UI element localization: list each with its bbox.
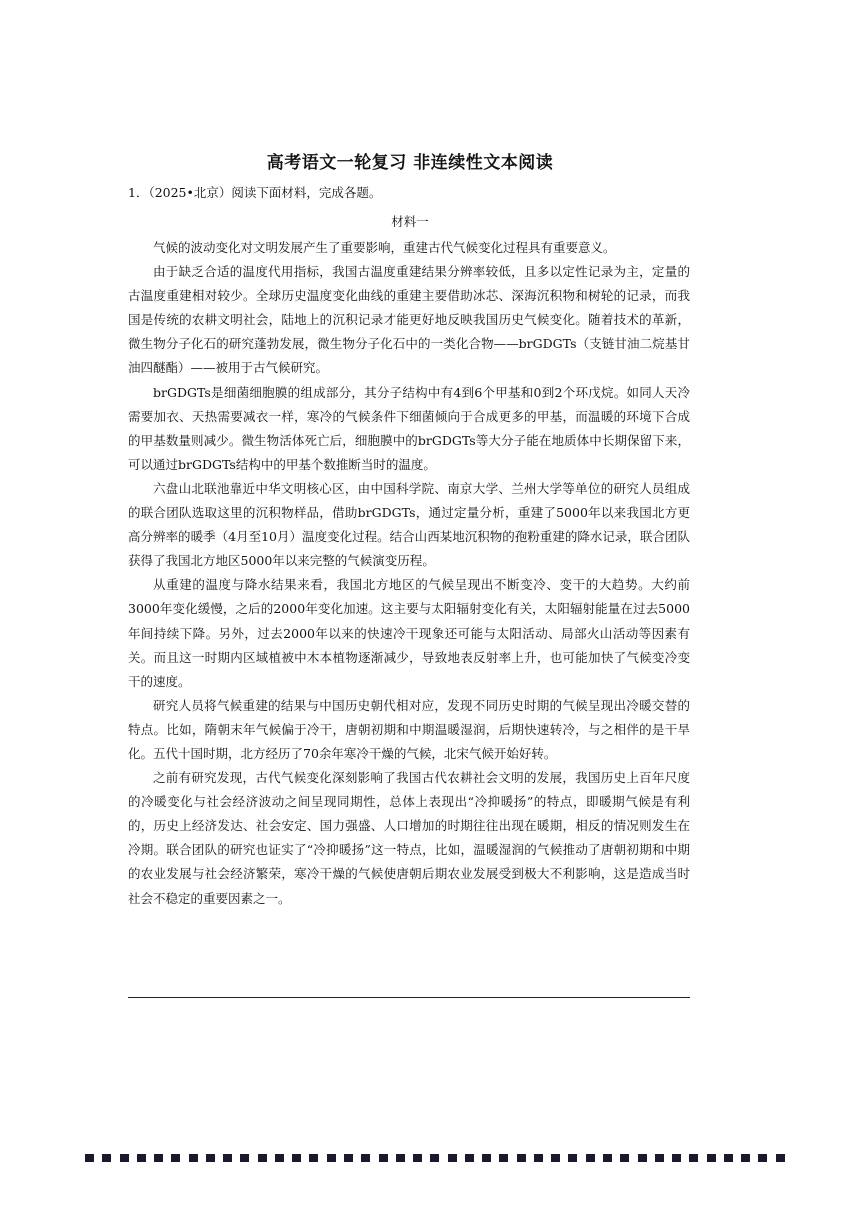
footer-square-icon	[240, 1154, 249, 1162]
footer-square-icon	[379, 1154, 388, 1162]
footer-square-icon	[102, 1154, 111, 1162]
footer-decoration	[85, 1154, 785, 1164]
footer-square-icon	[344, 1154, 353, 1162]
footer-square-icon	[396, 1154, 405, 1162]
footer-square-icon	[448, 1154, 457, 1162]
footer-square-icon	[120, 1154, 129, 1162]
footer-square-icon	[361, 1154, 370, 1162]
footer-square-icon	[413, 1154, 422, 1162]
footer-square-icon	[154, 1154, 163, 1162]
footer-square-icon	[517, 1154, 526, 1162]
footer-square-icon	[85, 1154, 94, 1162]
question-intro: 1．（2025•北京）阅读下面材料，完成各题。	[128, 185, 382, 200]
footer-square-icon	[309, 1154, 318, 1162]
footer-square-icon	[223, 1154, 232, 1162]
paragraph: 由于缺乏合适的温度代用指标，我国古温度重建结果分辨率较低，且多以定性记录为主，定量的古温度重建相对较少。全球历史温度变化曲线的重建主要借助冰芯、深海沉积物和树轮的记录，而我国是传统的农耕文明社会，陆地上的沉积记录才能更好地反映我国历史气候变化。随着技术的革新，微生物分子化石的研究蓬勃发展，微生物分子化石中的一类化合物——brGDGTs（支链甘油二烷基甘油四醚酯）——被用于古气候研究。	[128, 264, 690, 376]
paragraph: 气候的波动变化对文明发展产生了重要影响，重建古代气候变化过程具有重要意义。	[153, 240, 616, 255]
footer-square-icon	[689, 1154, 698, 1162]
footer-square-icon	[189, 1154, 198, 1162]
paragraph: 之前有研究发现，古代气候变化深刻影响了我国古代农耕社会文明的发展，我国历史上百年尺度的冷暖变化与社会经济波动之间呈现同期性，总体上表现出“冷抑暖扬”的特点，即暖期气候是有利的，历史上经济发达、社会安定、国力强盛、人口增加的时期往往出现在暖期，相反的情况则发生在冷期。联合团队的研究也证实了“冷抑暖扬”这一特点，比如，温暖湿润的气候推动了唐朝初期和中期的农业发展与社会经济繁荣，寒冷干燥的气候使唐朝后期农业发展受到极大不利影响，这是造成当时社会不稳定的重要因素之一。	[128, 770, 690, 906]
paragraph: brGDGTs是细菌细胞膜的组成部分，其分子结构中有4到6个甲基和0到2个环戊烷。如同人天冷需要加衣、天热需要减衣一样，寒冷的气候条件下细菌倾向于合成更多的甲基，而温暖的环境下合成的甲基数量则减少。微生物活体死亡后，细胞膜中的brGDGTs等大分子能在地质体中长期保留下来，可以通过brGDGTs结构中的甲基个数推断当时的温度。	[128, 384, 690, 472]
section-divider	[128, 997, 690, 998]
footer-square-icon	[707, 1154, 716, 1162]
paragraph: 六盘山北联池靠近中华文明核心区，由中国科学院、南京大学、兰州大学等单位的研究人员组成的联合团队选取这里的沉积物样品，借助brGDGTs，通过定量分析，重建了5000年以来我国北方更高分辨率的暖季（4月至10月）温度变化过程。结合山西某地沉积物的孢粉重建的降水记录，联合团队获得了我国北方地区5000年以来完整的气候演变历程。	[128, 480, 690, 569]
footer-square-icon	[137, 1154, 146, 1162]
page-title: 高考语文一轮复习 非连续性文本阅读	[266, 153, 554, 173]
footer-square-icon	[551, 1154, 560, 1162]
footer-square-icon	[430, 1154, 439, 1162]
paragraph: 研究人员将气候重建的结果与中国历史朝代相对应，发现不同历史时期的气候呈现出冷暖交替的特点。比如，隋朝末年气候偏于冷干，唐朝初期和中期温暖湿润，后期快速转冷，与之相伴的是干旱化。五代十国时期，北方经历了70余年寒冷干燥的气候，北宋气候开始好转。	[128, 697, 690, 761]
footer-square-icon	[655, 1154, 664, 1162]
footer-square-icon	[568, 1154, 577, 1162]
footer-square-icon	[672, 1154, 681, 1162]
footer-square-icon	[275, 1154, 284, 1162]
footer-square-icon	[638, 1154, 647, 1162]
footer-square-icon	[724, 1154, 733, 1162]
footer-square-icon	[258, 1154, 267, 1162]
footer-square-icon	[534, 1154, 543, 1162]
material-body	[128, 236, 690, 911]
footer-square-icon	[327, 1154, 336, 1162]
footer-square-icon	[465, 1154, 474, 1162]
footer-square-icon	[758, 1154, 767, 1162]
material-heading: 材料一	[391, 214, 429, 229]
footer-square-icon	[741, 1154, 750, 1162]
footer-square-icon	[292, 1154, 301, 1162]
footer-square-icon	[620, 1154, 629, 1162]
footer-square-icon	[171, 1154, 180, 1162]
footer-square-icon	[586, 1154, 595, 1162]
paragraph: 从重建的温度与降水结果来看，我国北方地区的气候呈现出不断变冷、变干的大趋势。大约前3000年变化缓慢，之后的2000年变化加速。这主要与太阳辐射变化有关，太阳辐射能量在过去5000年间持续下降。另外，过去2000年以来的快速冷干现象还可能与太阳活动、局部火山活动等因素有关。而且这一时期内区域植被中木本植物逐渐减少，导致地表反射率上升，也可能加快了气候变冷变干的速度。	[128, 577, 690, 689]
footer-square-icon	[603, 1154, 612, 1162]
footer-square-icon	[776, 1154, 785, 1162]
footer-square-icon	[482, 1154, 491, 1162]
footer-square-icon	[499, 1154, 508, 1162]
footer-square-icon	[206, 1154, 215, 1162]
